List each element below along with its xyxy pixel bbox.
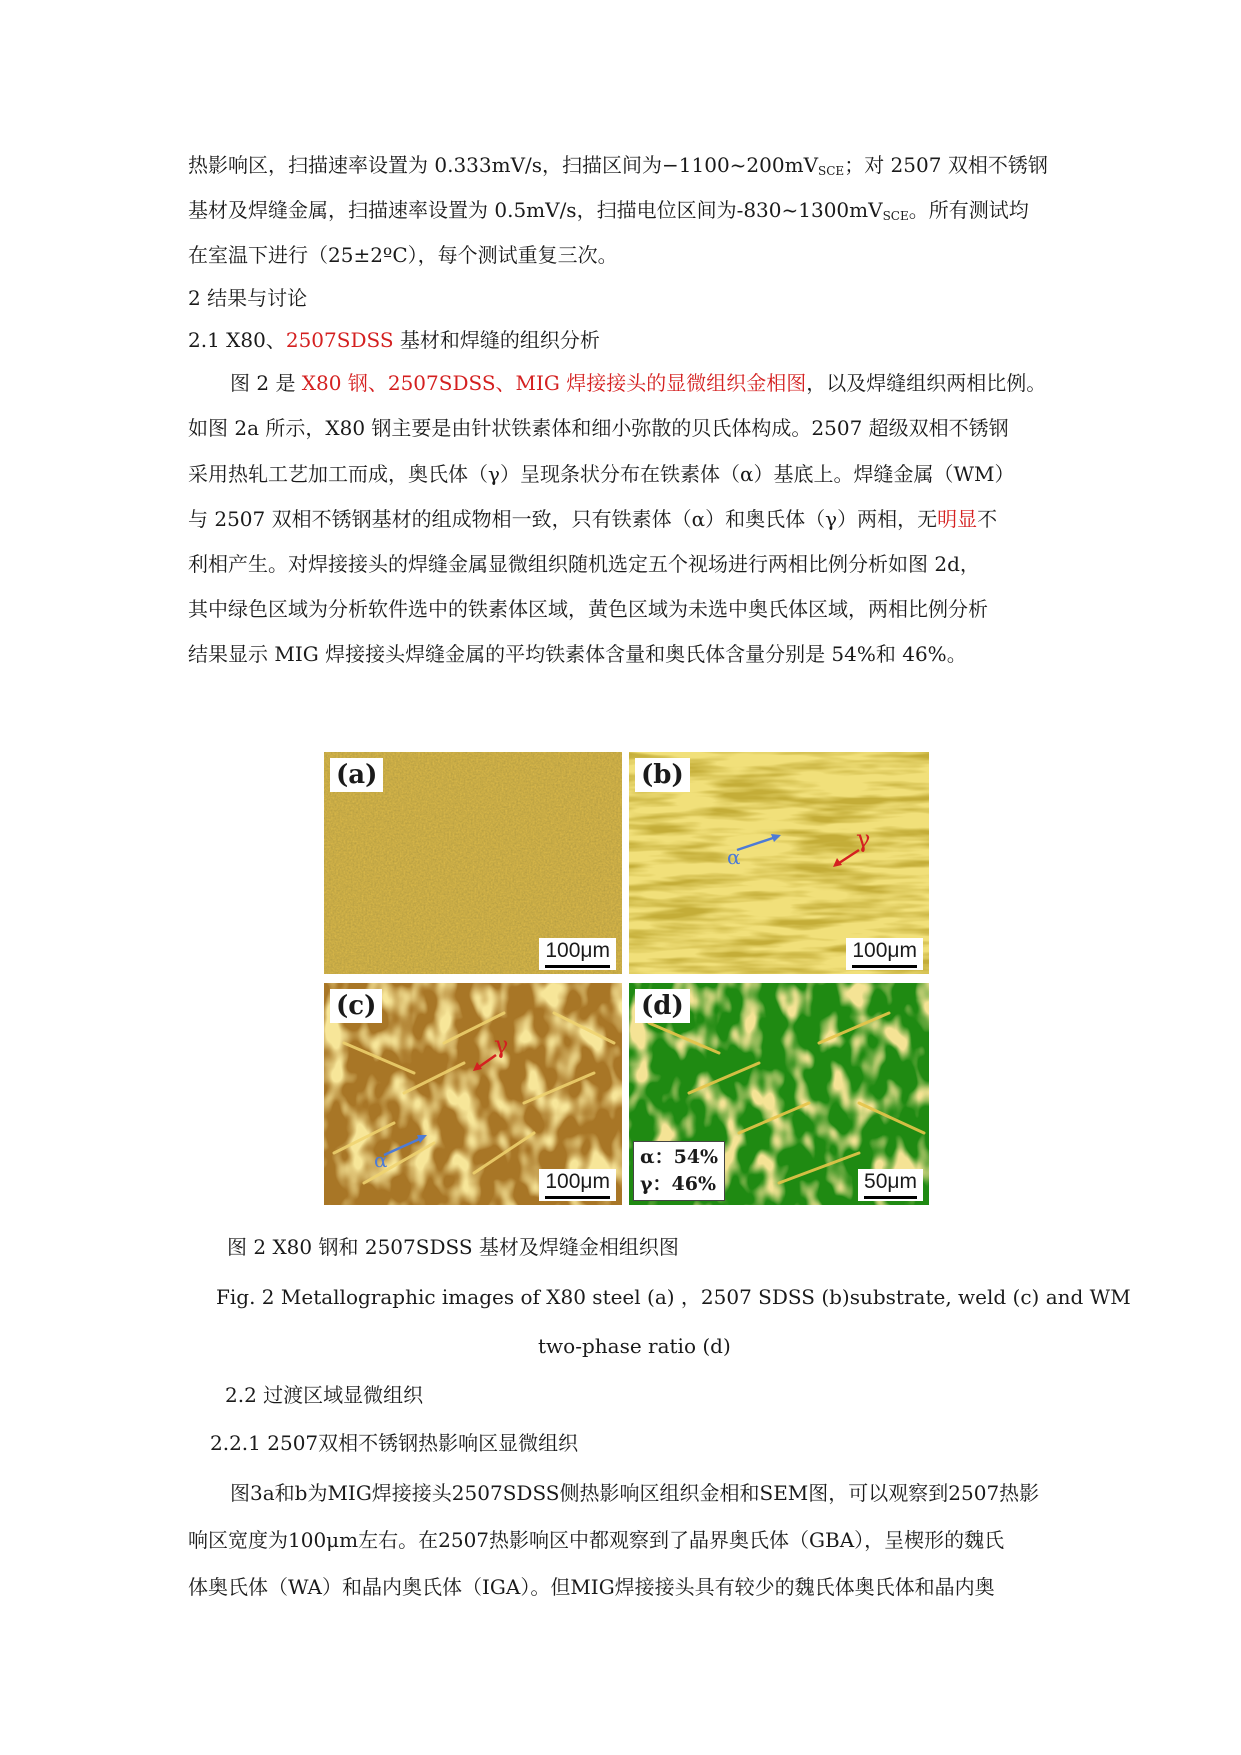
figure2-panel-c [324,983,622,1205]
figure2-panel-b [629,752,929,974]
para2-line2: 如图 2a 所示，X80 钢主要是由针状铁素体和细小弥散的贝氏体构成。2507 超级双相不锈钢 [188,416,1009,440]
para2-line6: 其中绿色区域为分析软件选中的铁素体区域，黄色区域为未选中奥氏体区域，两相比例分析 [188,597,988,621]
gamma-label: γ [494,1031,509,1059]
scalebar-line [545,965,610,968]
panel-c-scalebar: 100μm [539,1169,616,1201]
panel-d-label: (d) [635,989,690,1023]
panel-b-scalebar: 100μm [846,938,923,970]
section-heading-2-2: 2.2 过渡区域显微组织 [225,1383,424,1407]
para3-line3: 体奥氏体（WA）和晶内奥氏体（IGA）。但MIG焊接接头具有较少的魏氏体奥氏体和晶内奥 [188,1575,995,1599]
panel-d-scalebar: 50μm [858,1169,923,1201]
figure2-panel-a [324,752,622,974]
para3-line2: 响区宽度为100μm左右。在2507热影响区中都观察到了晶界奥氏体（GBA），呈楔形的魏氏 [188,1528,1005,1552]
panel-a-label: (a) [330,758,383,792]
gamma-label: γ [856,825,871,853]
scalebar-line [864,1196,917,1199]
panel-c-label: (c) [330,989,382,1023]
figure2-caption-en-line2: two-phase ratio (d) [538,1334,731,1358]
para2-line3: 采用热轧工艺加工而成，奥氏体（γ）呈现条状分布在铁素体（α）基底上。焊缝金属（WM） [188,462,1015,486]
scalebar-line [852,965,917,968]
ferrite-ratio: α：54% [640,1146,719,1168]
para1-line3: 在室温下进行（25±2ºC），每个测试重复三次。 [188,243,618,267]
para2-line1: 图 2 是 X80 钢、2507SDSS、MIG 焊接接头的显微组织金相图，以及焊缝组织两相比例。 [230,371,1047,395]
para3-line1: 图3a和b为MIG焊接接头2507SDSS侧热影响区组织金相和SEM图，可以观察到2507热影 [230,1481,1040,1505]
section-heading-2: 2 结果与讨论 [188,286,308,310]
phase-ratio-box [633,1141,725,1201]
para2-line7: 结果显示 MIG 焊接接头焊缝金属的平均铁素体含量和奥氏体含量分别是 54%和 46%。 [188,642,967,666]
section-heading-2-1: 2.1 X80、2507SDSS 基材和焊缝的组织分析 [188,328,600,352]
para1-line1: 热影响区，扫描速率设置为 0.333mV/s，扫描区间为$-1100\sim 200mV_{SCE}$；对 2507 双相不锈钢 [188,153,1048,178]
para1-line2: 基材及焊缝金属，扫描速率设置为 0.5mV/s，扫描电位区间为$-830\sim 1300mV_{SCE}$。所有测试均 [188,198,1029,223]
figure2-panel-d [629,983,929,1205]
para2-line5: 利相产生。对焊接接头的焊缝金属显微组织随机选定五个视场进行两相比例分析如图 2d， [188,552,980,576]
scalebar-line [545,1196,610,1199]
figure2-caption-cn: 图 2 X80 钢和 2507SDSS 基材及焊缝金相组织图 [227,1235,679,1259]
panel-a-scalebar: 100μm [539,938,616,970]
austenite-ratio: γ：46% [640,1173,717,1195]
alpha-label: α [374,1148,388,1172]
alpha-label: α [727,845,741,869]
section-heading-2-2-1: 2.2.1 2507双相不锈钢热影响区显微组织 [210,1431,579,1455]
para2-line4: 与 2507 双相不锈钢基材的组成物相一致，只有铁素体（α）和奥氏体（γ）两相，无明显不 [188,507,998,531]
panel-b-label: (b) [635,758,690,792]
figure2-caption-en-line1: Fig. 2 Metallographic images of X80 steel (a) ，2507 SDSS (b)substrate, weld (c) and WM [216,1285,1131,1309]
